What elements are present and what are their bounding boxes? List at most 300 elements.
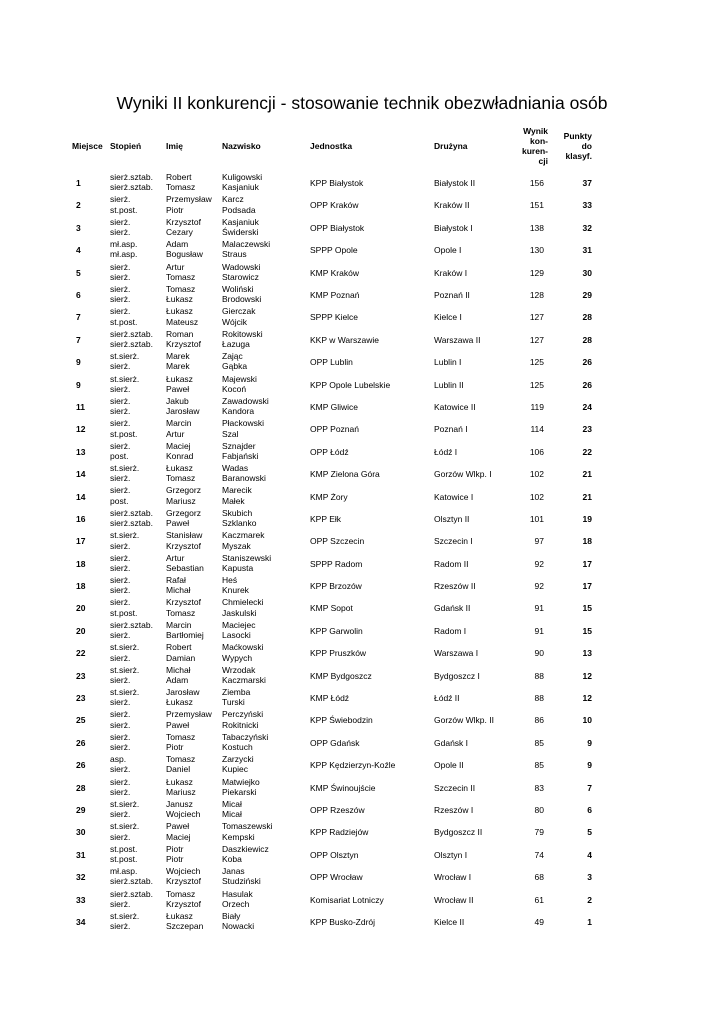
first-name-1: Rafał xyxy=(166,575,186,586)
first-name-cell xyxy=(166,866,222,888)
last-name-1: Zarzycki xyxy=(222,754,254,765)
first-name-cell xyxy=(166,575,222,597)
rank-1: st.sierż. xyxy=(110,664,140,675)
result-cell: 102 xyxy=(529,469,544,480)
first-name-1: Artur xyxy=(166,552,185,563)
table-header-row xyxy=(72,120,592,172)
header-rank: Stopień xyxy=(110,141,142,151)
last-name-1: Hasulak xyxy=(222,888,253,899)
last-name-2: Baranowski xyxy=(222,473,266,484)
team-cell: Szczecin II xyxy=(434,782,476,793)
place-cell: 11 xyxy=(76,401,85,412)
first-name-2: Łukasz xyxy=(166,294,193,305)
last-name-cell xyxy=(222,239,310,261)
points-cell: 5 xyxy=(587,827,592,838)
first-name-cell xyxy=(166,889,222,911)
team-cell: Kielce I xyxy=(434,312,462,323)
unit-cell: OPP Gdańsk xyxy=(310,737,360,748)
last-name-2: Szklanko xyxy=(222,518,257,529)
first-name-1: Tomasz xyxy=(166,888,196,899)
result-cell: 119 xyxy=(530,401,544,412)
result-cell: 106 xyxy=(529,446,544,457)
points-cell: 19 xyxy=(582,513,592,524)
unit-cell: OPP Rzeszów xyxy=(310,804,365,815)
rank-2: sierż. xyxy=(110,406,131,417)
first-name-cell xyxy=(166,217,222,239)
rank-cell xyxy=(110,396,166,418)
team-cell: Radom II xyxy=(434,558,469,569)
first-name-1: Łukasz xyxy=(166,776,193,787)
rank-1: sierż. xyxy=(110,776,131,787)
result-cell: 88 xyxy=(534,693,544,704)
first-name-1: Piotr xyxy=(166,843,184,854)
first-name-2: Adam xyxy=(166,674,189,685)
first-name-cell xyxy=(166,553,222,575)
first-name-cell xyxy=(166,777,222,799)
last-name-cell xyxy=(222,262,310,284)
first-name-1: Michał xyxy=(166,664,191,675)
first-name-1: Łukasz xyxy=(166,910,193,921)
first-name-1: Jakub xyxy=(166,395,189,406)
first-name-2: Damian xyxy=(166,652,196,663)
rank-1: st.sierż. xyxy=(110,821,140,832)
table-row xyxy=(72,530,592,552)
points-cell: 32 xyxy=(582,222,592,233)
points-cell: 9 xyxy=(587,760,592,771)
rank-cell xyxy=(110,306,166,328)
rank-2: st.post. xyxy=(110,854,138,865)
last-name-cell xyxy=(222,553,310,575)
last-name-2: Brodowski xyxy=(222,294,262,305)
result-cell: 156 xyxy=(529,178,544,189)
rank-cell xyxy=(110,485,166,507)
place-cell: 16 xyxy=(76,513,86,524)
rank-1: st.sierż. xyxy=(110,798,140,809)
place-cell: 5 xyxy=(76,267,81,278)
last-name-1: Maciejec xyxy=(222,619,256,630)
rank-1: sierż.sztab. xyxy=(110,328,153,339)
unit-cell: KKP w Warszawie xyxy=(310,334,379,345)
first-name-cell xyxy=(166,732,222,754)
team-cell: Gorzów Wlkp. II xyxy=(434,715,494,726)
table-row xyxy=(72,844,592,866)
first-name-2: Piotr xyxy=(166,204,184,215)
first-name-2: Marek xyxy=(166,361,190,372)
unit-cell: OPP Olsztyn xyxy=(310,849,359,860)
rank-1: st.sierż. xyxy=(110,373,140,384)
place-cell: 9 xyxy=(76,357,81,368)
place-cell: 7 xyxy=(76,312,81,323)
last-name-1: Marecik xyxy=(222,485,252,496)
first-name-1: Robert xyxy=(166,172,192,182)
result-cell: 88 xyxy=(534,670,544,681)
last-name-1: Chmielecki xyxy=(222,597,264,608)
unit-cell: OPP Lublin xyxy=(310,357,353,368)
rank-2: sierż. xyxy=(110,831,131,842)
first-name-cell xyxy=(166,396,222,418)
page-title: Wyniki II konkurencji - stosowanie technik obezwładniania osób xyxy=(116,93,608,113)
team-cell: Wrocław I xyxy=(434,872,472,883)
first-name-2: Paweł xyxy=(166,383,190,394)
first-name-1: Marcin xyxy=(166,619,192,630)
first-name-2: Paweł xyxy=(166,719,190,730)
first-name-2: Sebastian xyxy=(166,562,204,573)
result-cell: 80 xyxy=(534,804,544,815)
team-cell: Łódź I xyxy=(434,446,458,457)
unit-cell: KMP Świnoujście xyxy=(310,782,376,793)
header-points: Punkty do klasyf. xyxy=(563,131,592,161)
result-cell: 92 xyxy=(534,581,544,592)
rank-1: st.sierż. xyxy=(110,686,140,697)
first-name-cell xyxy=(166,351,222,373)
place-cell: 32 xyxy=(76,872,86,883)
team-cell: Rzeszów II xyxy=(434,581,476,592)
last-name-2: Szal xyxy=(222,428,239,439)
place-cell: 18 xyxy=(76,581,86,592)
team-cell: Łódź II xyxy=(434,693,460,704)
rank-cell xyxy=(110,217,166,239)
last-name-1: Wadas xyxy=(222,463,249,474)
first-name-cell xyxy=(166,239,222,261)
team-cell: Poznań II xyxy=(434,290,470,300)
last-name-1: Ziemba xyxy=(222,686,251,697)
first-name-1: Roman xyxy=(166,328,194,339)
first-name-2: Krzysztof xyxy=(166,898,201,909)
first-name-2: Tomasz xyxy=(166,607,196,618)
points-cell: 10 xyxy=(582,715,592,726)
team-cell: Warszawa I xyxy=(434,648,479,659)
team-cell: Gdańsk II xyxy=(434,603,471,614)
first-name-2: Mariusz xyxy=(166,495,196,506)
table-row xyxy=(72,374,592,396)
first-name-cell xyxy=(166,754,222,776)
last-name-cell xyxy=(222,620,310,642)
last-name-1: Zawadowski xyxy=(222,395,269,406)
result-cell: 85 xyxy=(534,760,544,771)
last-name-cell xyxy=(222,329,310,351)
rank-cell xyxy=(110,441,166,463)
team-cell: Katowice I xyxy=(434,491,474,502)
unit-cell: KMP Żory xyxy=(310,491,348,502)
rank-2: sierż. xyxy=(110,809,131,820)
place-cell: 31 xyxy=(76,849,86,860)
place-cell: 13 xyxy=(76,446,86,457)
first-name-2: Mateusz xyxy=(166,316,199,327)
rank-2: sierż. xyxy=(110,294,131,305)
rank-1: mł.asp. xyxy=(110,866,138,877)
unit-cell: OPP Wrocław xyxy=(310,872,363,883)
place-cell: 22 xyxy=(76,648,86,659)
result-cell: 114 xyxy=(530,424,544,435)
last-name-2: Wypych xyxy=(222,652,253,663)
table-row xyxy=(72,441,592,463)
rank-1: sierż. xyxy=(110,485,131,496)
unit-cell: KMP Poznań xyxy=(310,290,360,300)
rank-cell xyxy=(110,262,166,284)
result-cell: 127 xyxy=(529,334,544,345)
table-row xyxy=(72,642,592,664)
first-name-2: Mariusz xyxy=(166,786,196,797)
team-cell: Olsztyn I xyxy=(434,849,468,860)
table-row xyxy=(72,754,592,776)
first-name-1: Przemysław xyxy=(166,194,212,205)
place-cell: 1 xyxy=(76,178,81,189)
first-name-cell xyxy=(166,284,222,306)
unit-cell: KMP Kraków xyxy=(310,267,359,278)
result-cell: 90 xyxy=(534,648,544,659)
last-name-2: Jaskulski xyxy=(222,607,257,618)
unit-cell: KMP Sopot xyxy=(310,603,353,614)
last-name-cell xyxy=(222,575,310,597)
points-cell: 21 xyxy=(582,469,592,480)
rank-1: sierż. xyxy=(110,216,131,227)
rank-1: sierż. xyxy=(110,306,131,317)
first-name-1: Wojciech xyxy=(166,866,201,877)
rank-1: sierż.sztab. xyxy=(110,619,153,630)
points-cell: 12 xyxy=(582,670,592,681)
result-cell: 130 xyxy=(529,245,544,256)
last-name-cell xyxy=(222,217,310,239)
last-name-cell xyxy=(222,351,310,373)
place-cell: 14 xyxy=(76,491,86,502)
first-name-cell xyxy=(166,463,222,485)
last-name-cell xyxy=(222,844,310,866)
rank-1: sierż. xyxy=(110,575,131,586)
rank-2: st.post. xyxy=(110,316,138,327)
rank-cell xyxy=(110,508,166,530)
last-name-2: Knurek xyxy=(222,585,249,596)
last-name-1: Rokitowski xyxy=(222,328,263,339)
result-cell: 92 xyxy=(534,558,544,569)
table-row xyxy=(72,351,592,373)
place-cell: 2 xyxy=(76,200,81,211)
result-cell: 102 xyxy=(529,491,544,502)
last-name-cell xyxy=(222,441,310,463)
team-cell: Kraków I xyxy=(434,267,468,278)
first-name-cell xyxy=(166,821,222,843)
rank-2: sierż. xyxy=(110,585,131,596)
rank-1: sierż. xyxy=(110,395,131,406)
rank-1: sierż.sztab. xyxy=(110,507,153,518)
last-name-cell xyxy=(222,172,310,194)
place-cell: 12 xyxy=(76,424,86,435)
rank-2: sierż. xyxy=(110,764,131,775)
first-name-1: Paweł xyxy=(166,821,190,832)
result-cell: 61 xyxy=(534,894,544,905)
points-cell: 13 xyxy=(582,648,592,659)
last-name-2: Studziński xyxy=(222,876,261,887)
points-cell: 2 xyxy=(587,894,592,905)
unit-cell: KPP Opole Lubelskie xyxy=(310,379,391,390)
points-cell: 31 xyxy=(582,245,592,256)
first-name-2: Jarosław xyxy=(166,406,200,417)
result-cell: 68 xyxy=(534,872,544,883)
points-cell: 1 xyxy=(587,916,592,927)
team-cell: Gorzów Wlkp. I xyxy=(434,469,492,480)
last-name-cell xyxy=(222,754,310,776)
result-cell: 97 xyxy=(534,536,544,547)
result-cell: 128 xyxy=(529,290,544,300)
unit-cell: KPP Kędzierzyn-Koźle xyxy=(310,760,396,771)
last-name-1: Heś xyxy=(222,575,238,586)
first-name-1: Adam xyxy=(166,239,189,250)
rank-cell xyxy=(110,844,166,866)
rank-cell xyxy=(110,754,166,776)
team-cell: Bydgoszcz II xyxy=(434,827,483,838)
rank-cell xyxy=(110,351,166,373)
last-name-2: Kapusta xyxy=(222,562,254,573)
first-name-2: Maciej xyxy=(166,831,191,842)
place-cell: 6 xyxy=(76,290,81,300)
result-cell: 127 xyxy=(529,312,544,323)
place-cell: 23 xyxy=(76,693,86,704)
rank-2: sierż.sztab. xyxy=(110,339,153,350)
first-name-1: Marcin xyxy=(166,418,192,429)
rank-1: st.post. xyxy=(110,843,138,854)
rank-cell xyxy=(110,239,166,261)
last-name-1: Tomaszewski xyxy=(222,821,273,832)
first-name-1: Grzegorz xyxy=(166,507,201,518)
table-row xyxy=(72,508,592,530)
result-cell: 49 xyxy=(534,916,544,927)
team-cell: Białystok I xyxy=(434,222,473,233)
first-name-1: Robert xyxy=(166,642,192,653)
team-cell: Opole I xyxy=(434,245,462,256)
last-name-2: Koba xyxy=(222,854,242,865)
rank-1: sierż. xyxy=(110,261,131,272)
first-name-2: Michał xyxy=(166,585,191,596)
result-cell: 86 xyxy=(534,715,544,726)
result-cell: 129 xyxy=(529,267,544,278)
last-name-1: Maćkowski xyxy=(222,642,264,653)
last-name-cell xyxy=(222,866,310,888)
rank-2: post. xyxy=(110,450,129,461)
rank-1: st.sierż. xyxy=(110,530,140,541)
rank-cell xyxy=(110,418,166,440)
last-name-2: Gąbka xyxy=(222,361,248,372)
points-cell: 17 xyxy=(582,581,592,592)
first-name-2: Tomasz xyxy=(166,271,196,282)
points-cell: 9 xyxy=(587,737,592,748)
first-name-1: Tomasz xyxy=(166,731,196,742)
unit-cell: KPP Brzozów xyxy=(310,581,362,592)
first-name-cell xyxy=(166,172,222,194)
rank-2: st.post. xyxy=(110,607,138,618)
last-name-2: Orzech xyxy=(222,898,250,909)
rank-cell xyxy=(110,172,166,194)
first-name-cell xyxy=(166,665,222,687)
result-cell: 79 xyxy=(534,827,544,838)
last-name-1: Wadowski xyxy=(222,261,261,272)
last-name-2: Kaczmarski xyxy=(222,674,266,685)
rank-2: sierż. xyxy=(110,652,131,663)
last-name-1: Staniszewski xyxy=(222,552,272,563)
header-first-name: Imię xyxy=(166,141,184,151)
last-name-cell xyxy=(222,530,310,552)
rank-2: post. xyxy=(110,495,129,506)
first-name-2: Bogusław xyxy=(166,249,203,260)
last-name-1: Daszkiewicz xyxy=(222,843,269,854)
rank-1: st.sierż. xyxy=(110,642,140,653)
points-cell: 3 xyxy=(587,872,592,883)
last-name-cell xyxy=(222,642,310,664)
last-name-2: Podsada xyxy=(222,204,256,215)
last-name-2: Piekarski xyxy=(222,786,257,797)
points-cell: 29 xyxy=(582,290,592,300)
rank-cell xyxy=(110,284,166,306)
rank-2: sierż. xyxy=(110,719,131,730)
team-cell: Kraków II xyxy=(434,200,470,211)
place-cell: 26 xyxy=(76,737,86,748)
last-name-cell xyxy=(222,306,310,328)
team-cell: Szczecin I xyxy=(434,536,473,547)
last-name-1: Woliński xyxy=(222,283,254,294)
rank-cell xyxy=(110,665,166,687)
table-row xyxy=(72,418,592,440)
unit-cell: KMP Bydgoszcz xyxy=(310,670,372,681)
result-cell: 85 xyxy=(534,737,544,748)
rank-2: sierż. xyxy=(110,786,131,797)
rank-1: sierż. xyxy=(110,597,131,608)
table-row xyxy=(72,620,592,642)
table-row xyxy=(72,485,592,507)
points-cell: 28 xyxy=(582,334,592,345)
first-name-1: Jarosław xyxy=(166,686,200,697)
last-name-2: Małek xyxy=(222,495,245,506)
table-row xyxy=(72,866,592,888)
first-name-2: Krzysztof xyxy=(166,339,201,350)
points-cell: 4 xyxy=(587,849,592,860)
result-cell: 138 xyxy=(529,222,544,233)
team-cell: Olsztyn II xyxy=(434,513,470,524)
last-name-2: Turski xyxy=(222,697,245,708)
place-cell: 3 xyxy=(76,222,81,233)
rank-2: sierż. xyxy=(110,361,131,372)
unit-cell: SPPP Kielce xyxy=(310,312,359,323)
rank-1: sierż. xyxy=(110,709,131,720)
rank-2: sierż. xyxy=(110,562,131,573)
first-name-cell xyxy=(166,508,222,530)
table-row xyxy=(72,217,592,239)
unit-cell: KPP Busko-Zdrój xyxy=(310,916,376,927)
points-cell: 18 xyxy=(582,536,592,547)
last-name-2: Świderski xyxy=(222,227,259,238)
rank-2: mł.asp. xyxy=(110,249,138,260)
last-name-2: Kocoń xyxy=(222,383,247,394)
last-name-2: Straus xyxy=(222,249,247,260)
first-name-cell xyxy=(166,911,222,933)
first-name-1: Stanisław xyxy=(166,530,203,541)
points-cell: 6 xyxy=(587,804,592,815)
last-name-1: Karcz xyxy=(222,194,244,205)
rank-1: sierż. xyxy=(110,418,131,429)
result-cell: 151 xyxy=(529,200,544,211)
first-name-cell xyxy=(166,530,222,552)
unit-cell: OPP Białystok xyxy=(310,222,365,233)
last-name-1: Płackowski xyxy=(222,418,265,429)
rank-1: st.sierż. xyxy=(110,351,140,362)
place-cell: 20 xyxy=(76,625,86,636)
last-name-cell xyxy=(222,799,310,821)
first-name-1: Krzysztof xyxy=(166,597,201,608)
points-cell: 37 xyxy=(582,178,592,189)
last-name-2: Łazuga xyxy=(222,339,250,350)
table-row xyxy=(72,329,592,351)
table-row xyxy=(72,396,592,418)
first-name-cell xyxy=(166,306,222,328)
rank-cell xyxy=(110,911,166,933)
points-cell: 33 xyxy=(582,200,592,211)
